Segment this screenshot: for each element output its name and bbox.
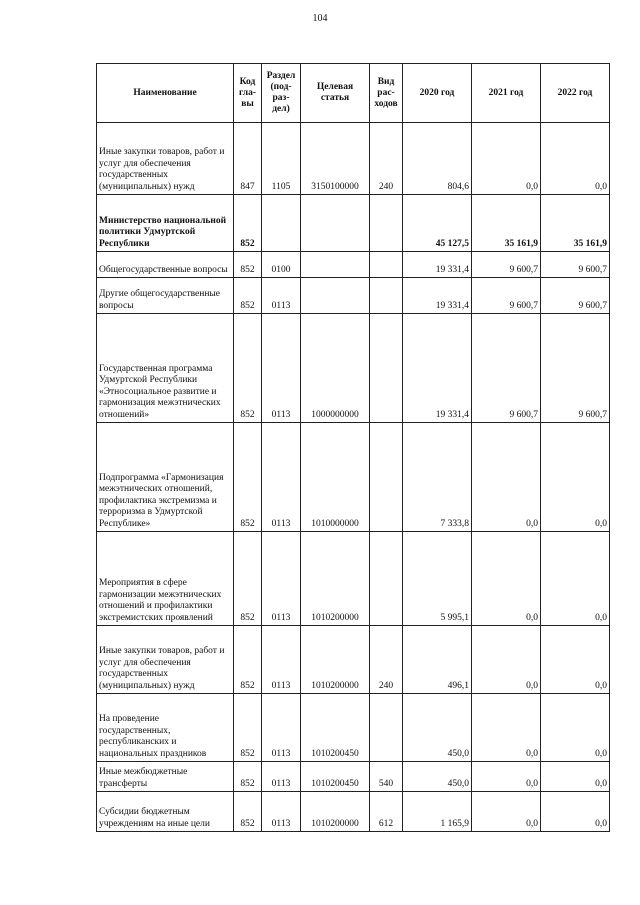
- row-chapter: 852: [234, 423, 262, 532]
- table-row: [97, 123, 610, 195]
- table-row: [97, 314, 610, 423]
- row-2022: 0,0: [541, 532, 610, 626]
- table-row: [97, 195, 610, 252]
- row-section: 1105: [262, 123, 301, 195]
- row-name: Иные закупки товаров, работ и услуг для обеспечения государственных (муниципальных) нужд: [97, 626, 234, 694]
- row-2020: 19 331,4: [403, 314, 472, 423]
- row-2021: 0,0: [472, 762, 541, 792]
- row-target: 3150100000: [301, 123, 370, 195]
- row-target: 1010200450: [301, 762, 370, 792]
- row-2020: 19 331,4: [403, 252, 472, 278]
- header-target: Целевая статья: [301, 64, 370, 123]
- row-2020: 450,0: [403, 762, 472, 792]
- row-section: 0113: [262, 762, 301, 792]
- row-target: 1000000000: [301, 314, 370, 423]
- row-name: Государственная программа Удмуртской Республики «Этносоциальное развитие и гармонизация межэтнических отношений»: [97, 314, 234, 423]
- row-2021: 0,0: [472, 123, 541, 195]
- row-2020: 450,0: [403, 694, 472, 762]
- table-row: [97, 792, 610, 832]
- row-name: Мероприятия в сфере гармонизации межэтнических отношений и профилактики экстремистских проявлений: [97, 532, 234, 626]
- row-chapter: 852: [234, 762, 262, 792]
- row-2020: 804,6: [403, 123, 472, 195]
- row-2020: 5 995,1: [403, 532, 472, 626]
- row-2022: 0,0: [541, 123, 610, 195]
- row-target: 1010000000: [301, 423, 370, 532]
- row-2021: 0,0: [472, 532, 541, 626]
- row-chapter: 852: [234, 532, 262, 626]
- row-2022: 0,0: [541, 792, 610, 832]
- row-chapter: 852: [234, 278, 262, 314]
- row-target: [301, 195, 370, 252]
- row-chapter: 847: [234, 123, 262, 195]
- row-2020: 1 165,9: [403, 792, 472, 832]
- row-section: [262, 195, 301, 252]
- row-2021: 9 600,7: [472, 278, 541, 314]
- row-2021: 0,0: [472, 626, 541, 694]
- table-row: [97, 252, 610, 278]
- row-2022: 0,0: [541, 762, 610, 792]
- table-row: [97, 532, 610, 626]
- table-row: [97, 762, 610, 792]
- row-2022: 9 600,7: [541, 252, 610, 278]
- row-expense-type: [370, 252, 403, 278]
- header-expense-type: Вид рас- ходов: [370, 64, 403, 123]
- header-section: Раздел (под- раз- дел): [262, 64, 301, 123]
- header-2021: 2021 год: [472, 64, 541, 123]
- row-2022: 0,0: [541, 694, 610, 762]
- budget-table: [96, 63, 610, 832]
- row-chapter: 852: [234, 195, 262, 252]
- row-expense-type: [370, 423, 403, 532]
- row-2021: 9 600,7: [472, 252, 541, 278]
- row-target: [301, 252, 370, 278]
- table-row: [97, 278, 610, 314]
- row-name: Иные закупки товаров, работ и услуг для обеспечения государственных (муниципальных) нужд: [97, 123, 234, 195]
- row-name: Подпрограмма «Гармонизация межэтнических отношений, профилактика экстремизма и терроризма в Удмуртской Республике»: [97, 423, 234, 532]
- row-target: 1010200450: [301, 694, 370, 762]
- header-2022: 2022 год: [541, 64, 610, 123]
- row-2022: 0,0: [541, 626, 610, 694]
- row-expense-type: 540: [370, 762, 403, 792]
- header-chapter: Код гла- вы: [234, 64, 262, 123]
- row-chapter: 852: [234, 792, 262, 832]
- row-section: 0113: [262, 532, 301, 626]
- row-section: 0113: [262, 694, 301, 762]
- row-expense-type: [370, 195, 403, 252]
- row-section: 0113: [262, 626, 301, 694]
- row-section: 0113: [262, 314, 301, 423]
- row-target: 1010200000: [301, 532, 370, 626]
- row-2020: 19 331,4: [403, 278, 472, 314]
- row-name: Другие общегосударственные вопросы: [97, 278, 234, 314]
- row-name: Иные межбюджетные трансферты: [97, 762, 234, 792]
- row-name: На проведение государственных, республиканских и национальных праздников: [97, 694, 234, 762]
- row-target: [301, 278, 370, 314]
- row-section: 0113: [262, 278, 301, 314]
- row-2022: 0,0: [541, 423, 610, 532]
- table-row: [97, 626, 610, 694]
- row-2022: 9 600,7: [541, 278, 610, 314]
- row-chapter: 852: [234, 626, 262, 694]
- row-2022: 9 600,7: [541, 314, 610, 423]
- page-number: 104: [312, 13, 328, 24]
- table-header-row: [97, 64, 610, 123]
- row-2020: 45 127,5: [403, 195, 472, 252]
- row-chapter: 852: [234, 694, 262, 762]
- row-name: Министерство национальной политики Удмуртской Республики: [97, 195, 234, 252]
- row-expense-type: [370, 314, 403, 423]
- row-section: 0113: [262, 423, 301, 532]
- row-chapter: 852: [234, 314, 262, 423]
- row-2020: 496,1: [403, 626, 472, 694]
- table-row: [97, 694, 610, 762]
- row-chapter: 852: [234, 252, 262, 278]
- row-2021: 0,0: [472, 792, 541, 832]
- row-2021: 35 161,9: [472, 195, 541, 252]
- header-2020: 2020 год: [403, 64, 472, 123]
- row-2021: 9 600,7: [472, 314, 541, 423]
- row-2021: 0,0: [472, 694, 541, 762]
- row-target: 1010200000: [301, 626, 370, 694]
- row-expense-type: 240: [370, 626, 403, 694]
- row-expense-type: [370, 532, 403, 626]
- table-row: [97, 423, 610, 532]
- row-name: Субсидии бюджетным учреждениям на иные цели: [97, 792, 234, 832]
- header-name: Наименование: [97, 64, 234, 123]
- row-2021: 0,0: [472, 423, 541, 532]
- row-expense-type: 240: [370, 123, 403, 195]
- row-section: 0100: [262, 252, 301, 278]
- row-expense-type: [370, 278, 403, 314]
- row-2022: 35 161,9: [541, 195, 610, 252]
- row-name: Общегосударственные вопросы: [97, 252, 234, 278]
- row-2020: 7 333,8: [403, 423, 472, 532]
- row-expense-type: 612: [370, 792, 403, 832]
- row-expense-type: [370, 694, 403, 762]
- row-section: 0113: [262, 792, 301, 832]
- row-target: 1010200000: [301, 792, 370, 832]
